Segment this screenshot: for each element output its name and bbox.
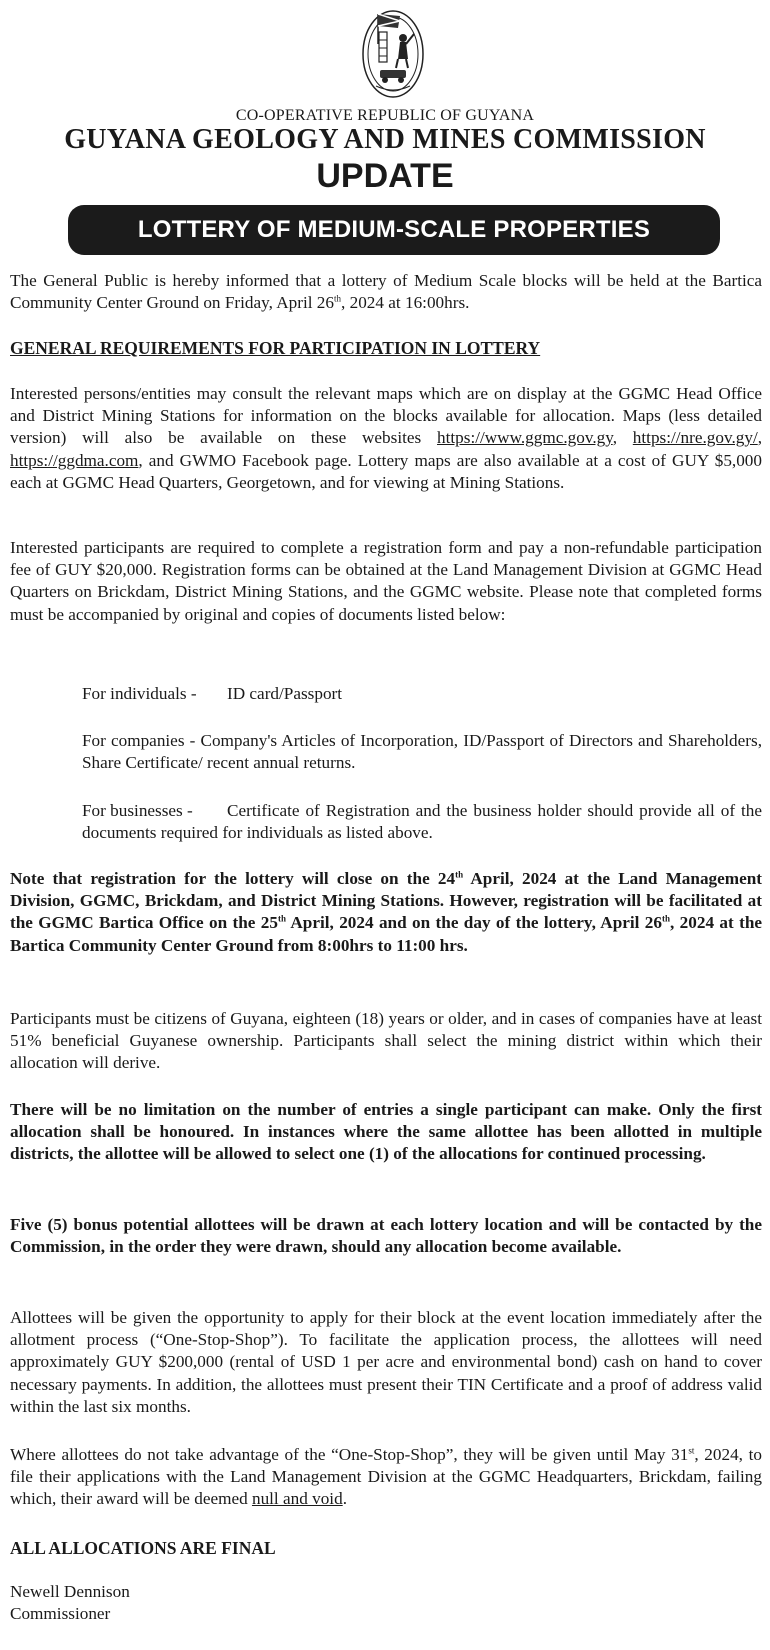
lottery-banner — [68, 205, 720, 255]
note-sup-1: th — [455, 869, 464, 880]
maps-text: Interested persons/entities may consult the relevant maps which are on display at the GGMC Head Office and District Mining Stations for information on the blocks available for allocation. Maps (less detailed version) will also be available on these websites — [10, 384, 762, 448]
note-text-a: Note that registration for the lottery will close on the 24 — [10, 869, 456, 888]
citizenship-paragraph: Participants must be citizens of Guyana, eighteen (18) years or older, and in cases of companies have at least 51% beneficial Guyanese ownership. Participants shall select the mining district within which their allocation will derive. — [10, 1009, 762, 1073]
link-nre[interactable]: https://nre.gov.gy/ — [632, 428, 758, 448]
note-sup-2: th — [277, 913, 286, 924]
commission-name: GUYANA GEOLOGY AND MINES COMMISSION — [64, 124, 706, 155]
signatory-name: Newell Dennison — [10, 1582, 130, 1601]
note-text-b: April, 2024 at the Land Management Division, GGMC, Brickdam, and District Mining Stations. However, registration will be facilitated at the GGMC Bartica Office on the 25 — [10, 869, 763, 933]
deadline-text-b: , 2024, to file their applications with the Land Management Division at the GGMC Headquarters, Brickdam, failing which, their award will be deemed — [10, 1445, 763, 1509]
companies-label: For companies - — [82, 731, 196, 750]
intro-paragraph — [10, 270, 762, 314]
update-heading: UPDATE — [316, 157, 454, 195]
individuals-item — [82, 683, 762, 705]
intro-sup: th — [334, 293, 342, 304]
null-and-void: null and void — [251, 1489, 343, 1509]
businesses-item — [82, 800, 762, 844]
registration-note — [10, 868, 762, 957]
deadline-text-c: . — [342, 1489, 347, 1509]
link-ggdma[interactable]: https://ggdma.com — [10, 450, 139, 470]
companies-item — [82, 730, 762, 774]
intro-text: The General Public is hereby informed that a lottery of Medium Scale blocks will be held at the Bartica Community Center Ground on Friday, April 26 — [10, 271, 762, 313]
companies-text: Company's Articles of Incorporation, ID/Passport of Directors and Shareholders, Share Certificate/ recent annual returns. — [82, 731, 762, 773]
final-statement: ALL ALLOCATIONS ARE FINAL — [10, 1538, 276, 1558]
note-text-c: April, 2024 and on the day of the lottery, April 26 — [285, 913, 662, 933]
maps-text-tail: , and GWMO Facebook page. Lottery maps are also available at a cost of GUY $5,000 each at GGMC Head Quarters, Georgetown, and for viewing at Mining Stations. — [10, 450, 762, 492]
ggmc-seal-icon — [348, 4, 438, 104]
maps-paragraph: Interested persons/entities may consult the relevant maps which are on display at the GGMC Head Office and District Mining Stations for information on the blocks available for allocation. Maps (less detailed version) will also be available on these websites https://www.ggmc.gov.gy, https://nre.gov.gy/, https://ggdma.com, and GWMO Facebook page. Lottery maps are also available at a cost of GUY $5,000 each at GGMC Head Quarters, Georgetown, and for viewing at Mining Stations. — [10, 384, 763, 492]
signatory-title: Commissioner — [10, 1604, 111, 1623]
banner-title: LOTTERY OF MEDIUM-SCALE PROPERTIES — [137, 216, 651, 243]
deadline-sup: st — [688, 1445, 695, 1456]
registration-paragraph: Interested participants are required to complete a registration form and pay a non-refundable participation fee of GUY $20,000. Registration forms can be obtained at the Land Management Division at GGMC Head Quarters on Brickdam, District Mining Stations, and the GGMC website. Please note that completed forms must be accompanied by original and copies of documents listed below: — [10, 538, 762, 624]
requirements-heading: GENERAL REQUIREMENTS FOR PARTICIPATION IN LOTTERY — [10, 338, 541, 358]
link-ggmc[interactable]: https://www.ggmc.gov.gy — [437, 428, 613, 448]
individuals-label: For individuals - — [82, 684, 197, 703]
bonus-paragraph: Five (5) bonus potential allottees will be drawn at each lottery location and will be contacted by the Commission, in the order they were drawn, should any allocation become available. — [10, 1215, 762, 1257]
intro-text-end: , 2024 at 16:00hrs. — [341, 293, 470, 313]
individuals-text: ID card/Passport — [227, 684, 343, 703]
republic-line: CO-OPERATIVE REPUBLIC OF GUYANA — [235, 107, 535, 124]
note-sup-3: th — [662, 913, 671, 924]
note-text-d: , 2024 at the Bartica Community Center Ground from 8:00hrs to 11:00 hrs. — [10, 913, 763, 955]
businesses-text: Certificate of Registration and the business holder should provide all of the documents required for individuals as listed above. — [82, 801, 762, 843]
limitation-paragraph: There will be no limitation on the number of entries a single participant can make. Only the first allocation shall be honoured. In instances where the same allottee has been allotted in multiple districts, the allottee will be allowed to select one (1) of the allocations for continued processing. — [10, 1100, 762, 1164]
deadline-text-a: Where allottees do not take advantage of the “One-Stop-Shop”, they will be given until May 31 — [10, 1445, 689, 1464]
one-stop-shop-paragraph: Allottees will be given the opportunity to apply for their block at the event location immediately after the allotment process (“One-Stop-Shop”). To facilitate the application process, the allottees will need approximately GUY $200,000 (rental of USD 1 per acre and environmental bond) cash on hand to cover necessary payments. In addition, the allottees must present their TIN Certificate and a proof of address valid within the last six months. — [10, 1308, 762, 1416]
deadline-paragraph — [10, 1444, 762, 1511]
businesses-label: For businesses - — [82, 801, 193, 820]
